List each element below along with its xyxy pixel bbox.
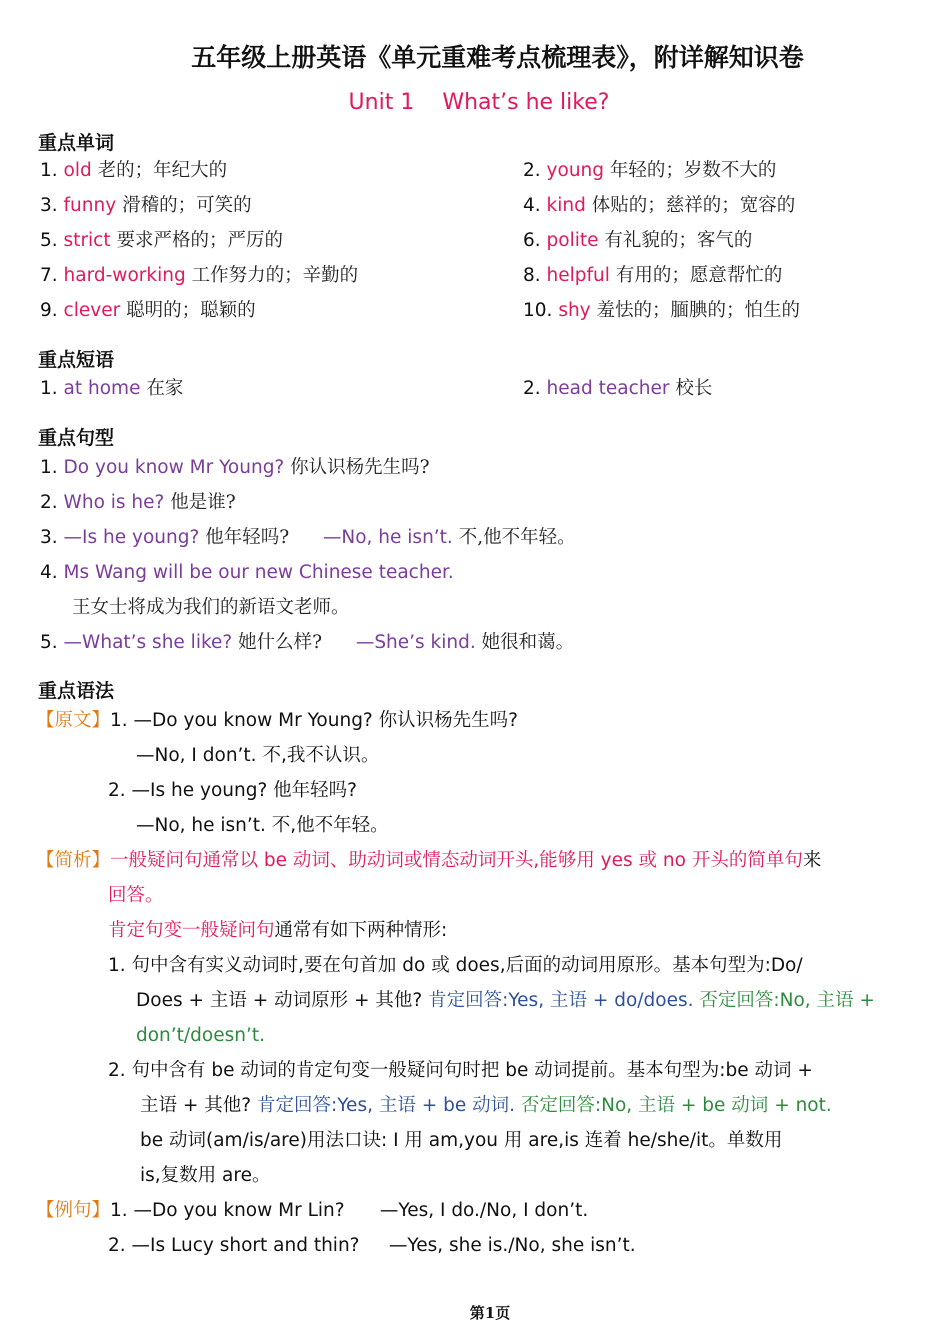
vocab-meaning: 聪明的；聪颖的 <box>126 300 256 321</box>
grammar-rule-line: be 动词(am/is/are)用法口诀: I 用 am,you 用 are,is 连着 he/she/it。单数用 <box>140 1130 783 1151</box>
grammar-rule-line: don’t/doesn’t. <box>136 1025 265 1046</box>
section-vocab-heading: 重点单词 <box>38 132 115 154</box>
section-phrases-heading: 重点短语 <box>38 349 115 371</box>
grammar-original-line: —No, I don’t. 不,我不认识。 <box>136 745 380 766</box>
vocab-meaning: 有礼貌的；客气的 <box>604 230 753 251</box>
grammar-rule-line: 2. 句中含有 be 动词的肯定句变一般疑问句时把 be 动词提前。基本句型为:be 动词 + <box>108 1060 813 1081</box>
vocab-word: old <box>63 160 92 181</box>
tag-analysis: 【简析】 <box>36 850 111 871</box>
vocab-meaning: 工作努力的；辛勤的 <box>191 265 359 286</box>
vocab-item: 5. strict 要求严格的；严厉的 <box>40 230 284 251</box>
unit-question: What’s he like? <box>442 90 610 115</box>
phrase-item: 1. at home 在家 <box>40 378 184 399</box>
grammar-example-line: 【例句】1. —Do you know Mr Lin? —Yes, I do./No, I don’t. <box>36 1200 589 1221</box>
vocab-item: 3. funny 滑稽的；可笑的 <box>40 195 252 216</box>
sentence-item: 3. —Is he young? 他年轻吗? —No, he isn’t. 不,他不年轻。 <box>40 527 576 548</box>
section-grammar-heading: 重点语法 <box>38 680 115 702</box>
vocab-word: young <box>546 160 605 181</box>
vocab-word: funny <box>63 195 117 216</box>
vocab-meaning: 滑稽的；可笑的 <box>122 195 252 216</box>
vocab-meaning: 体贴的；慈祥的；宽容的 <box>591 195 796 216</box>
vocab-item: 10. shy 羞怯的；腼腆的；怕生的 <box>523 300 801 321</box>
vocab-word: helpful <box>546 265 610 286</box>
vocab-word: hard-working <box>63 265 186 286</box>
grammar-example-line: 2. —Is Lucy short and thin? —Yes, she is./No, she isn’t. <box>108 1235 636 1256</box>
unit-label: Unit 1 <box>348 90 415 115</box>
grammar-rule-line: is,复数用 are。 <box>140 1165 271 1186</box>
vocab-item: 8. helpful 有用的；愿意帮忙的 <box>523 265 783 286</box>
vocab-item: 1. old 老的；年纪大的 <box>40 160 228 181</box>
unit-heading <box>0 90 950 115</box>
section-sentences-heading: 重点句型 <box>38 427 115 449</box>
grammar-original-line: —No, he isn’t. 不,他不年轻。 <box>136 815 389 836</box>
vocab-item: 4. kind 体贴的；慈祥的；宽容的 <box>523 195 796 216</box>
sentence-translation: 王女士将成为我们的新语文老师。 <box>72 597 350 618</box>
sentence-item: 1. Do you know Mr Young? 你认识杨先生吗? <box>40 457 430 478</box>
vocab-item: 2. young 年轻的；岁数不大的 <box>523 160 777 181</box>
document-title: 五年级上册英语《单元重难考点梳理表》，附详解知识卷 <box>191 43 804 72</box>
grammar-original-line: 2. —Is he young? 他年轻吗? <box>108 780 357 801</box>
vocab-meaning: 老的；年纪大的 <box>97 160 228 181</box>
tag-example: 【例句】 <box>36 1200 111 1221</box>
vocab-item: 7. hard-working 工作努力的；辛勤的 <box>40 265 359 286</box>
vocab-meaning: 年轻的；岁数不大的 <box>609 160 777 181</box>
vocab-item: 6. polite 有礼貌的；客气的 <box>523 230 753 251</box>
grammar-analysis-line: 回答。 <box>108 885 164 906</box>
sentence-item: 2. Who is he? 他是谁? <box>40 492 236 513</box>
grammar-original-line: 【原文】1. —Do you know Mr Young? 你认识杨先生吗? <box>36 710 518 731</box>
vocab-item: 9. clever 聪明的；聪颖的 <box>40 300 256 321</box>
grammar-analysis-line: 【简析】一般疑问句通常以 be 动词、助动词或情态动词开头,能够用 yes 或 no 开头的简单句来 <box>36 850 822 871</box>
vocab-word: clever <box>63 300 121 321</box>
grammar-rule-line: 主语 + 其他? 肯定回答:Yes, 主语 + be 动词. 否定回答:No, 主语 + be 动词 + not. <box>140 1095 832 1116</box>
tag-original: 【原文】 <box>36 710 111 731</box>
sentence-item: 4. Ms Wang will be our new Chinese teacher. <box>40 562 454 583</box>
vocab-word: kind <box>546 195 586 216</box>
vocab-word: strict <box>63 230 111 251</box>
vocab-word: shy <box>558 300 591 321</box>
phrase-item: 2. head teacher 校长 <box>523 378 713 399</box>
grammar-rule-line: 1. 句中含有实义动词时,要在句首加 do 或 does,后面的动词用原形。基本句型为:Do/ <box>108 955 803 976</box>
vocab-meaning: 要求严格的；严厉的 <box>116 230 284 251</box>
vocab-meaning: 有用的；愿意帮忙的 <box>615 265 783 286</box>
sentence-item: 5. —What’s she like? 她什么样? —She’s kind. 她很和蔼。 <box>40 632 575 653</box>
grammar-rule-line: Does + 主语 + 动词原形 + 其他? 肯定回答:Yes, 主语 + do/does. 否定回答:No, 主语 + <box>136 990 875 1011</box>
vocab-word: polite <box>546 230 599 251</box>
grammar-analysis-line: 肯定句变一般疑问句通常有如下两种情形: <box>108 920 448 941</box>
vocab-meaning: 羞怯的；腼腆的；怕生的 <box>596 300 801 321</box>
page-number: 第1页 <box>469 1304 511 1322</box>
